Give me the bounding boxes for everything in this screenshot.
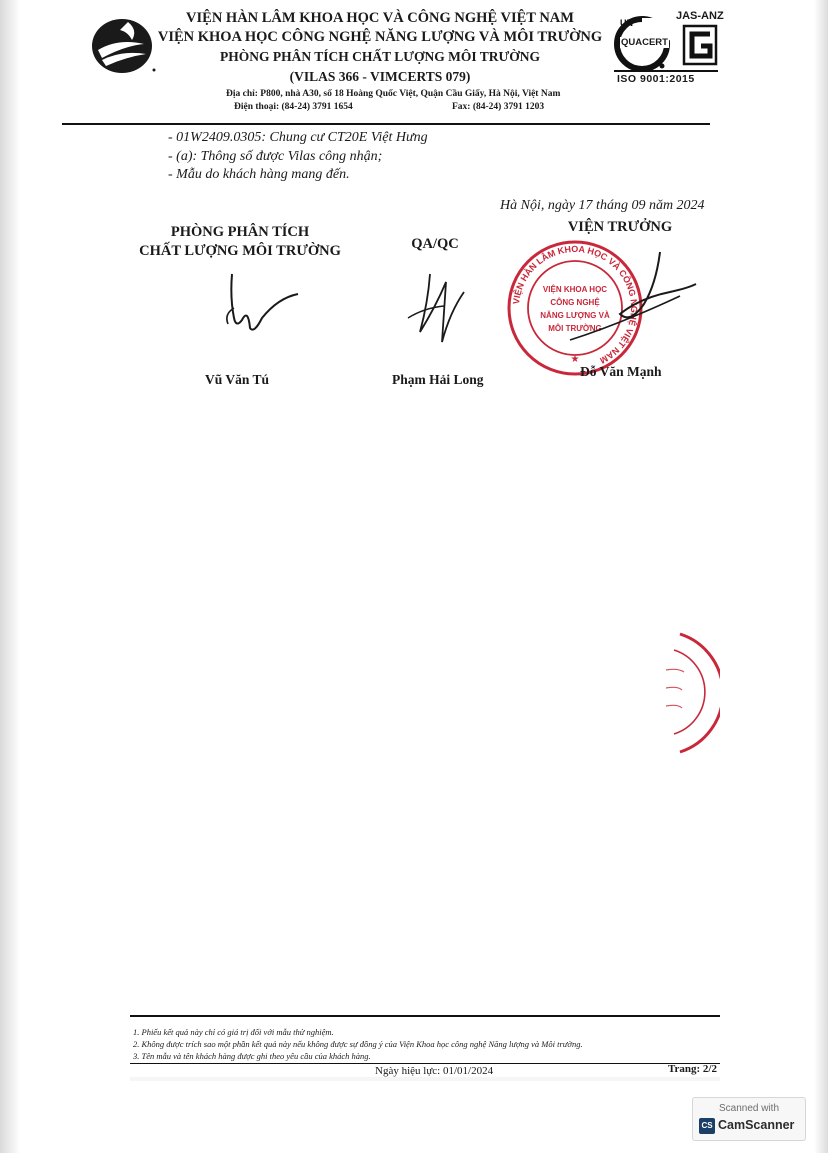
lab-signer-name: Vũ Văn Tú <box>205 372 270 387</box>
fax: Fax: (84-24) 3791 1203 <box>452 102 545 112</box>
institute-name: VIỆN KHOA HỌC CÔNG NGHỆ NĂNG LƯỢNG VÀ MÔI TRƯỜNG <box>157 29 603 45</box>
qa-signature <box>400 262 480 352</box>
edge-seal-fragment <box>660 630 720 760</box>
phone: Điện thoại: (84-24) 3791 1654 <box>234 102 353 112</box>
date-line: Hà Nội, ngày 17 tháng 09 năm 2024 <box>500 198 705 213</box>
iso-label: ISO 9001:2015 <box>617 73 695 85</box>
lab-title-2: CHẤT LƯỢNG MÔI TRƯỜNG <box>139 243 341 259</box>
sample-source-note: - Mẫu do khách hàng mang đến. <box>168 167 350 182</box>
scanned-with-label: Scanned with <box>718 1103 780 1114</box>
camscanner-logo-icon: CS <box>699 1118 715 1134</box>
iso-rule <box>614 70 718 72</box>
footer-divider <box>130 1015 720 1017</box>
qa-title: QA/QC <box>411 236 459 252</box>
ministry-name: VIỆN HÀN LÂM KHOA HỌC VÀ CÔNG NGHỆ VIỆT NAM <box>186 10 574 26</box>
footer-note-2: 2. Không được trích sao một phần kết quả này nếu không được sự đồng ý của Viện Khoa học công nghệ Năng lượng và Môi trường. <box>133 1039 583 1049</box>
footer-note-3: 3. Tên mẫu và tên khách hàng được ghi theo yêu cầu của khách hàng. <box>133 1051 371 1061</box>
address: Địa chỉ: P800, nhà A30, số 18 Hoàng Quốc Việt, Quận Cầu Giấy, Hà Nội, Việt Nam <box>226 89 561 99</box>
jas-anz-label: JAS-ANZ <box>676 10 724 22</box>
accreditation-codes: (VILAS 366 - VIMCERTS 079) <box>289 69 471 84</box>
vilas-note: - (a): Thông số được Vilas công nhận; <box>168 149 383 164</box>
sample-note: - 01W2409.0305: Chung cư CT20E Việt Hưng <box>168 130 428 145</box>
camscanner-badge <box>692 1097 806 1141</box>
quacert-label: QUACERT <box>621 37 668 48</box>
director-title: VIỆN TRƯỞNG <box>567 219 673 235</box>
stamp-outer-text: VIỆN HÀN LÂM KHOA HỌC VÀ CÔNG NGHỆ VIỆT NAM <box>511 243 640 366</box>
stamp-inner-1: VIỆN KHOA HỌC <box>542 285 608 294</box>
stamp-inner-2: CÔNG NGHỆ <box>550 298 600 307</box>
director-name: Đỗ Văn Mạnh <box>580 364 662 379</box>
camscanner-name: CamScanner <box>718 1118 795 1132</box>
stamp-inner-4: MÔI TRƯỜNG <box>548 324 602 333</box>
footer-note-1: 1. Phiếu kết quả này chỉ có giá trị đối với mẫu thử nghiệm. <box>133 1027 334 1037</box>
page-bottom-edge <box>130 1077 720 1081</box>
svg-text:UN: UN <box>620 18 633 28</box>
director-signature <box>560 244 710 374</box>
header-divider <box>62 123 710 125</box>
lab-name: PHÒNG PHÂN TÍCH CHẤT LƯỢNG MÔI TRƯỜNG <box>219 49 541 64</box>
stamp-inner-3: NĂNG LƯỢNG VÀ <box>540 311 610 320</box>
effective-date: Ngày hiệu lực: 01/01/2024 <box>375 1065 494 1077</box>
stamp-star-icon: ★ <box>570 354 580 365</box>
footer-divider-2 <box>130 1063 720 1064</box>
lab-signature <box>220 268 310 348</box>
page-number: Trang: 2/2 <box>668 1063 717 1075</box>
qa-signer-name: Phạm Hải Long <box>392 372 484 387</box>
lab-title-1: PHÒNG PHÂN TÍCH <box>170 224 310 240</box>
